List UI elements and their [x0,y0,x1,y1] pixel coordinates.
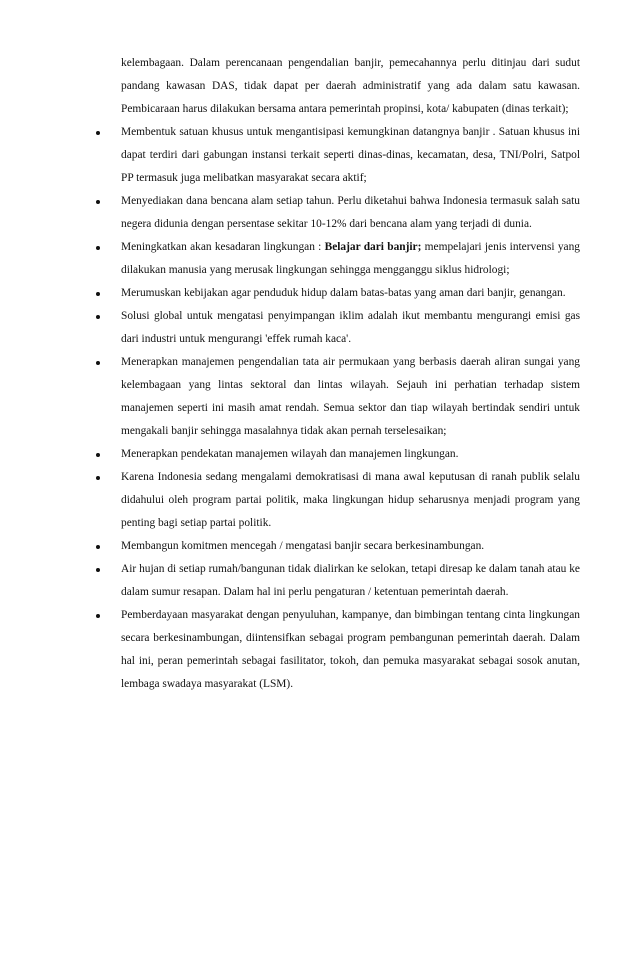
bullet-icon [96,568,100,572]
document-body [121,52,580,696]
list-item [121,190,580,236]
list-item [121,443,580,466]
list-item-text: Membangun komitmen mencegah / mengatasi banjir secara berkesinambungan. [121,540,485,552]
bullet-icon [96,614,100,618]
list-item [121,558,580,604]
list-item-text-lead: Meningkatkan akan kesadaran lingkungan : [121,241,325,253]
list-item-text: Karena Indonesia sedang mengalami demokratisasi di mana awal keputusan di ranah publik selalu didahului oleh program partai politik, maka lingkungan hidup seharusnya menjadi program yang penting bagi setiap partai politik. [121,471,580,529]
bullet-icon [96,315,100,319]
intro-paragraph: kelembagaan. Dalam perencanaan pengendalian banjir, pemecahannya perlu ditinjau dari sudut pandang kawasan DAS, tidak dapat per daerah administratif yang ada dalam satu kawasan. Pembicaraan harus dilakukan bersama antara pemerintah propinsi, kota/ kabupaten (dinas terkait); [121,57,580,115]
list-item [121,535,580,558]
bullet-icon [96,361,100,365]
list-item-text: Menyediakan dana bencana alam setiap tahun. Perlu diketahui bahwa Indonesia termasuk salah satu negera didunia dengan persentase sekitar 10-12% dari bencana alam yang terjadi di dunia. [121,195,580,230]
bullet-icon [96,131,100,135]
list-item [121,466,580,535]
bullet-list [121,121,580,696]
bullet-icon [96,545,100,549]
bullet-icon [96,476,100,480]
list-item-text: Solusi global untuk mengatasi penyimpangan iklim adalah ikut membantu mengurangi emisi gas dari industri untuk mengurangi 'effek rumah kaca'. [121,310,580,345]
list-item [121,282,580,305]
list-item [121,121,580,190]
list-item [121,604,580,696]
list-item-text: Menerapkan manajemen pengendalian tata air permukaan yang berbasis daerah aliran sungai yang kelembagaan yang lintas sektoral dan lintas wilayah. Sejauh ini perhatian terhadap sistem manajemen seperti ini masih amat rendah. Semua sektor dan tiap wilayah bertindak sendiri untuk mengakali banjir sehingga masalahnya tidak akan pernah terselesaikan; [121,356,580,437]
list-item [121,236,580,282]
list-item-text: Membentuk satuan khusus untuk mengantisipasi kemungkinan datangnya banjir . Satuan khusus ini dapat terdiri dari gabungan instansi terkait seperti dinas-dinas, kecamatan, desa, TNI/Polri, Satpol PP termasuk juga melibatkan masyarakat secara aktif; [121,126,580,184]
list-item-text-bold: Belajar dari banjir; [324,241,422,253]
list-item-text-tail: mempelajari jenis intervensi yang dilakukan manusia yang merusak lingkungan sehingga mengganggu siklus hidrologi; [121,241,580,276]
list-item-text: Menerapkan pendekatan manajemen wilayah dan manajemen lingkungan. [121,448,459,460]
bullet-icon [96,292,100,296]
bullet-icon [96,246,100,250]
list-item-text: Pemberdayaan masyarakat dengan penyuluhan, kampanye, dan bimbingan tentang cinta lingkungan secara berkesinambungan, diintensifkan sebagai program pembangunan pemerintah daerah. Dalam hal ini, peran pemerintah sebagai fasilitator, tokoh, dan pemuka masyarakat sebagai sosok anutan, lembaga swadaya masyarakat (LSM). [121,609,580,690]
list-item-text: Merumuskan kebijakan agar penduduk hidup dalam batas-batas yang aman dari banjir, genangan. [121,287,566,299]
bullet-icon [96,200,100,204]
list-item [121,305,580,351]
list-item-text: Air hujan di setiap rumah/bangunan tidak dialirkan ke selokan, tetapi diresap ke dalam tanah atau ke dalam sumur resapan. Dalam hal ini perlu pengaturan / ketentuan pemerintah daerah. [121,563,580,598]
list-item [121,351,580,443]
bullet-icon [96,453,100,457]
